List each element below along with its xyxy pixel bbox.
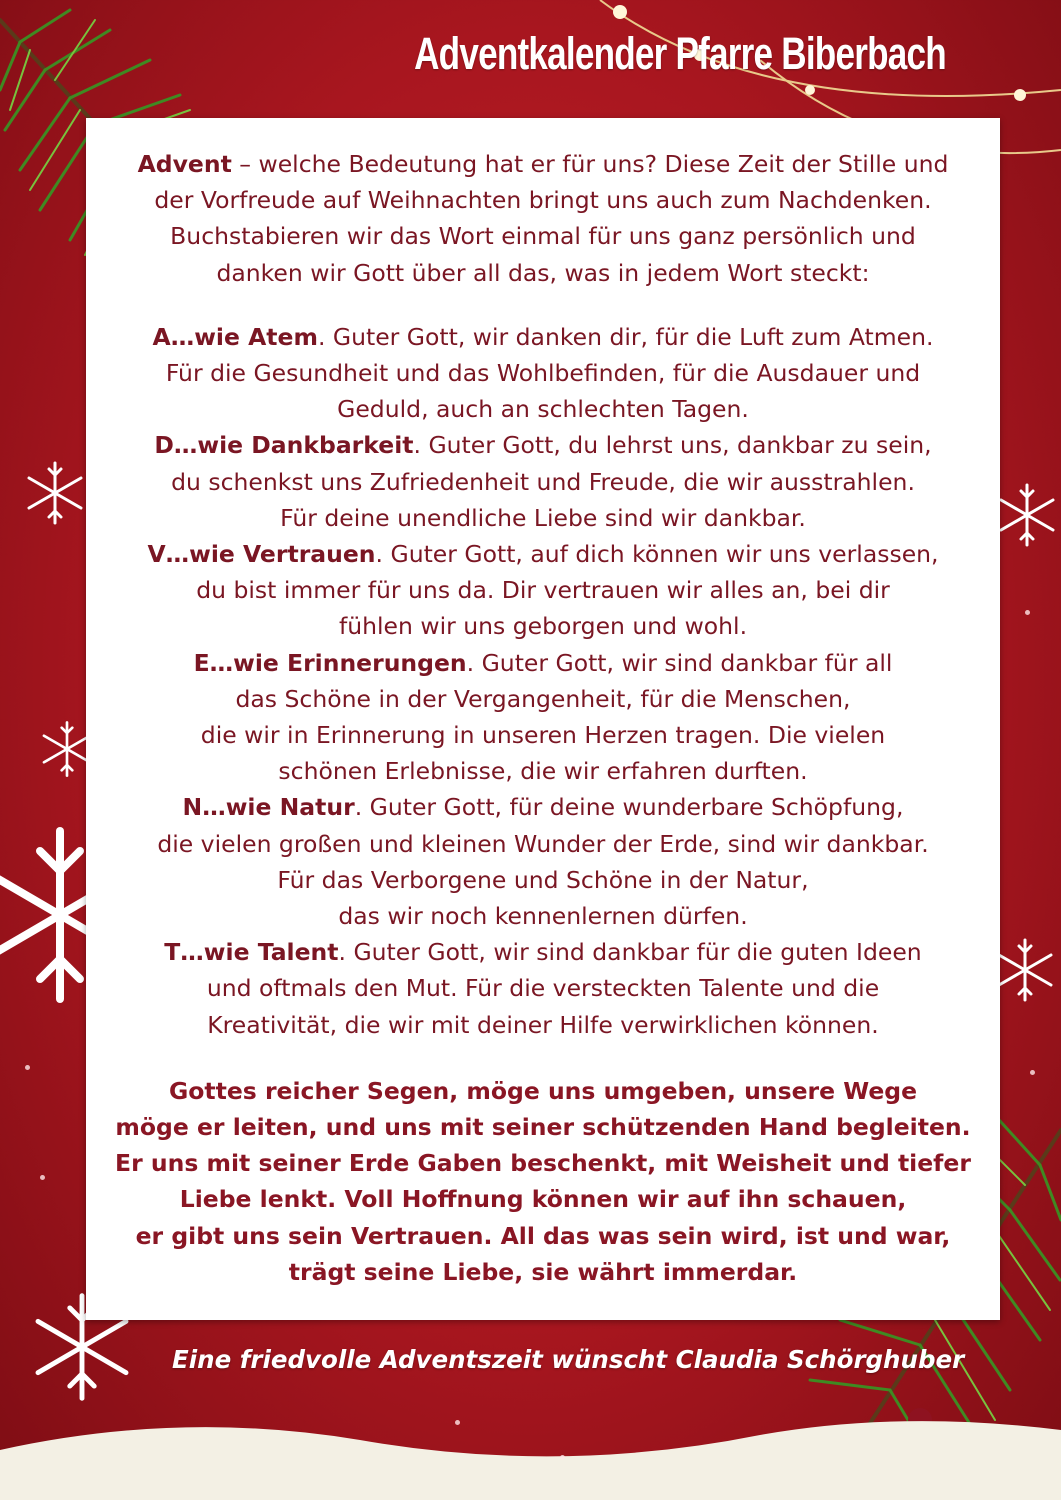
text-card [86, 118, 1000, 1320]
letter-line: Für die Gesundheit und das Wohlbefinden, für die Ausdauer und [165, 359, 921, 388]
intro-paragraph [86, 146, 1000, 291]
letter-line: und oftmals den Mut. Für die versteckten Talente und die [206, 974, 880, 1003]
letter-line: . Guter Gott, wir danken dir, für die Luft zum Atmen. [317, 322, 934, 351]
snow-ground [0, 1380, 1061, 1500]
blessing-paragraph [86, 1073, 1000, 1290]
intro-line: – welche Bedeutung hat er für uns? Diese Zeit der Stille und [231, 150, 949, 178]
intro-line: danken wir Gott über all das, was in jedem Wort steckt: [216, 258, 870, 287]
blessing-line: Gottes reicher Segen, möge uns umgeben, unsere Wege [168, 1076, 918, 1105]
letter-line: das wir noch kennenlernen dürfen. [338, 902, 748, 931]
letter-line: schönen Erlebnisse, die wir erfahren durften. [278, 757, 808, 786]
blessing-line: Liebe lenkt. Voll Hoffnung können wir auf ihn schauen, [179, 1185, 907, 1214]
snowflake-icon [990, 935, 1060, 1005]
card-text [86, 146, 1000, 1290]
letter-a-paragraph [86, 319, 1000, 428]
sparkle-dot [455, 1420, 460, 1425]
letter-line: Für deine unendliche Liebe sind wir dankbar. [280, 503, 806, 532]
letter-line: die wir in Erinnerung in unseren Herzen tragen. Die vielen [200, 721, 886, 750]
letter-line: du bist immer für uns da. Dir vertrauen wir alles an, bei dir [196, 576, 890, 605]
letter-line: Geduld, auch an schlechten Tagen. [337, 395, 749, 424]
letter-key: D…wie Dankbarkeit [154, 431, 414, 460]
sparkle-dot [1025, 610, 1030, 615]
sparkle-dot [560, 1455, 565, 1460]
snowflake-icon [20, 458, 90, 528]
letter-v-paragraph [86, 536, 1000, 645]
snowflake-icon [992, 470, 1061, 560]
letter-line: . Guter Gott, für deine wunderbare Schöpfung, [354, 793, 904, 822]
intro-line: Buchstabieren wir das Wort einmal für uns ganz persönlich und [170, 222, 916, 251]
letter-t-paragraph [86, 934, 1000, 1043]
sparkle-dot [25, 1065, 30, 1070]
letter-e-paragraph [86, 645, 1000, 790]
letter-key: A…wie Atem [152, 322, 318, 351]
letter-line: Für das Verborgene und Schöne in der Natur, [277, 865, 809, 894]
letter-line: fühlen wir uns geborgen und wohl. [338, 612, 748, 641]
letter-line: . Guter Gott, wir sind dankbar für all [466, 648, 893, 677]
letter-line: das Schöne in der Vergangenheit, für die Menschen, [235, 684, 851, 713]
sparkle-dot [1030, 1070, 1035, 1075]
letter-key: V…wie Vertrauen [147, 540, 376, 569]
blessing-line: trägt seine Liebe, sie währt immerdar. [288, 1257, 798, 1286]
letter-key: E…wie Erinnerungen [193, 648, 467, 677]
sparkle-dot [40, 1175, 45, 1180]
letter-line: . Guter Gott, du lehrst uns, dankbar zu sein, [413, 431, 932, 460]
footer-greeting: Eine friedvolle Adventszeit wünscht Claudia Schörghuber [172, 1345, 965, 1374]
blessing-line: er gibt uns sein Vertrauen. All das was sein wird, ist und war, [135, 1221, 951, 1250]
letter-line: . Guter Gott, auf dich können wir uns verlassen, [375, 540, 939, 569]
page-title: Adventkalender Pfarre Biberbach [414, 28, 946, 79]
letter-n-paragraph [86, 789, 1000, 934]
intro-line: der Vorfreude auf Weihnachten bringt uns auch zum Nachdenken. [154, 186, 932, 215]
intro-bold: Advent [137, 150, 232, 178]
letter-line: die vielen großen und kleinen Wunder der Erde, sind wir dankbar. [157, 829, 929, 858]
letter-key: T…wie Talent [164, 938, 339, 967]
letter-line: Kreativität, die wir mit deiner Hilfe verwirklichen können. [207, 1010, 879, 1039]
letter-line: du schenkst uns Zufriedenheit und Freude, die wir ausstrahlen. [171, 467, 915, 496]
blessing-line: möge er leiten, und uns mit seiner schützenden Hand begleiten. [115, 1113, 971, 1142]
letter-d-paragraph [86, 427, 1000, 536]
blessing-line: Er uns mit seiner Erde Gaben beschenkt, mit Weisheit und tiefer [115, 1149, 971, 1178]
letter-key: N…wie Natur [182, 793, 355, 822]
letter-line: . Guter Gott, wir sind dankbar für die guten Ideen [338, 938, 922, 967]
